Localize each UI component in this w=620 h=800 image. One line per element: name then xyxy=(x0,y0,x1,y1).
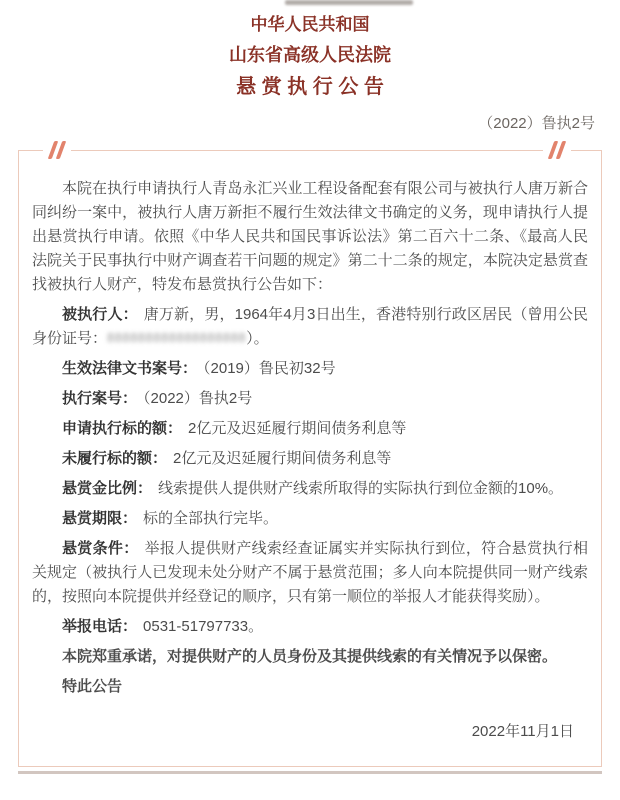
field-value: 0531-51797733。 xyxy=(143,618,264,635)
notice-box xyxy=(18,150,602,767)
quote-decoration-right-icon xyxy=(543,141,571,159)
field-label: 悬赏条件： xyxy=(62,540,139,557)
field-unperformed-amount xyxy=(32,447,588,471)
document-header xyxy=(0,0,620,104)
cropped-text-artifact xyxy=(285,0,413,5)
field-debtor-value-suffix: ）。 xyxy=(246,330,269,347)
intro-paragraph: 本院在执行申请执行人青岛永汇兴业工程设备配套有限公司与被执行人唐万新合同纠纷一案中，被执行人唐万新拒不履行生效法律文书确定的义务，现申请执行人提出悬赏执行申请。依照《中华人民共和国民事诉讼法》第二百六十二条、《最高人民法院关于民事执行中财产调查若干问题的规定》第二十二条的规定，本院决定悬赏查找被执行人财产，特发布悬赏执行公告如下： xyxy=(32,180,588,293)
field-value: 2亿元及迟延履行期间债务利息等 xyxy=(173,450,392,467)
redacted-id: 888888888888888888 xyxy=(107,330,247,345)
field-applied-amount xyxy=(32,417,588,441)
field-label: 执行案号： xyxy=(62,390,138,407)
field-value: 标的全部执行完毕。 xyxy=(143,510,279,527)
confidentiality-promise: 本院郑重承诺，对提供财产的人员身份及其提供线索的有关情况予以保密。 xyxy=(62,648,558,665)
country-name: 中华人民共和国 xyxy=(250,15,370,34)
field-debtor-value: 唐万新，男，1964年4月3日出生，香港特别行政区居民（曾用公民身份证号： xyxy=(32,306,588,347)
field-reward-ratio xyxy=(32,477,588,501)
field-value: 线索提供人提供财产线索所取得的实际执行到位金额的10%。 xyxy=(158,480,564,497)
field-label: 悬赏金比例： xyxy=(62,480,153,497)
field-value: 2亿元及迟延履行期间债务利息等 xyxy=(188,420,407,437)
issue-date: 2022年11月1日 xyxy=(471,723,574,740)
field-value: 举报人提供财产线索经查证属实并实际执行到位，符合悬赏执行相关规定（被执行人已发现未处分财产不属于悬赏范围；多人向本院提供同一财产线索的，按照向本院提供并经登记的顺序，只有第一顺位的举报人才能获得奖励）。 xyxy=(32,540,588,605)
field-value: （2022）鲁执2号 xyxy=(143,390,253,407)
field-debtor xyxy=(32,303,588,351)
quote-decoration-left-icon xyxy=(43,141,71,159)
court-name: 山东省高级人民法院 xyxy=(229,45,391,65)
field-judgment-case-no xyxy=(32,357,588,381)
field-label: 悬赏期限： xyxy=(62,510,138,527)
field-value: （2019）鲁民初32号 xyxy=(203,360,336,377)
field-report-phone xyxy=(32,615,588,639)
case-number: （2022）鲁执2号 xyxy=(478,115,595,132)
closing-statement: 特此公告 xyxy=(62,678,123,695)
field-label: 申请执行标的额： xyxy=(62,420,183,437)
field-label: 未履行标的额： xyxy=(62,450,168,467)
page-title: 悬 赏 执 行 公 告 xyxy=(236,76,384,98)
field-label: 举报电话： xyxy=(62,618,138,635)
field-execution-case-no xyxy=(32,387,588,411)
field-reward-conditions xyxy=(32,537,588,609)
field-reward-period xyxy=(32,507,588,531)
field-debtor-label: 被执行人： xyxy=(62,306,138,323)
field-label: 生效法律文书案号： xyxy=(62,360,198,377)
